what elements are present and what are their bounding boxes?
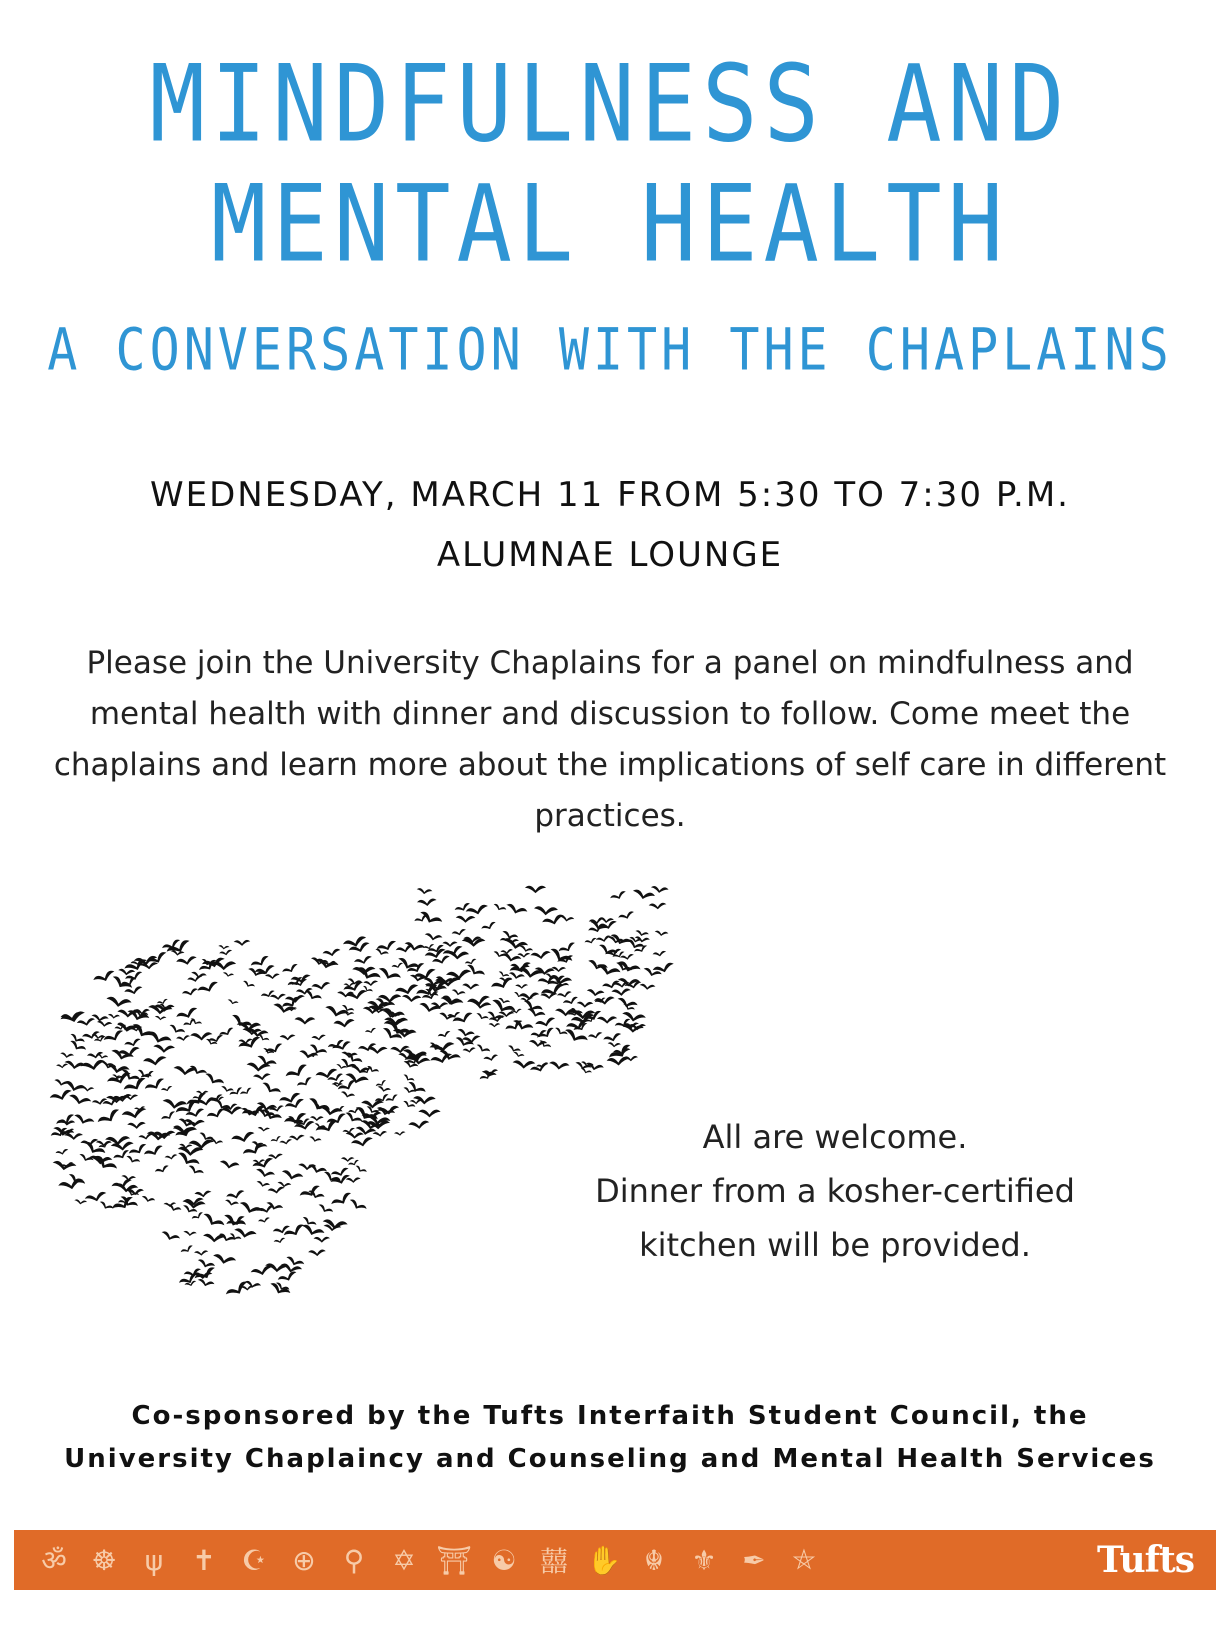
bird-shape [105, 996, 131, 1009]
bird-shape [296, 1076, 314, 1089]
bird-shape [73, 1113, 95, 1126]
bird-shape [141, 1195, 156, 1203]
bird-shape [635, 930, 650, 938]
bird-shape [437, 1030, 451, 1039]
bird-shape [242, 1141, 266, 1159]
feather-icon: ✒ [742, 1543, 766, 1577]
bird-shape [273, 1237, 286, 1245]
bird-shape [462, 983, 479, 989]
faith-symbols-row [34, 1540, 834, 1580]
bird-shape [639, 983, 655, 990]
bird-shape [511, 1019, 534, 1033]
bird-shape [123, 1076, 149, 1095]
welcome-line-1: All are welcome. [702, 1118, 968, 1156]
bird-shape [187, 1164, 205, 1177]
bird-shape [257, 1127, 270, 1132]
bird-shape [56, 1063, 68, 1068]
bird-shape [279, 1139, 293, 1146]
bird-shape [391, 962, 404, 970]
bird-shape [171, 950, 185, 956]
bird-shape [256, 1055, 278, 1069]
bird-shape [519, 945, 534, 954]
bird-shape [489, 1023, 501, 1027]
bird-shape [191, 1211, 204, 1221]
bird-shape [454, 902, 471, 914]
bird-shape [64, 1133, 83, 1140]
bird-shape [563, 1028, 589, 1046]
bird-shape [634, 936, 650, 943]
bird-shape [92, 969, 116, 985]
bird-shape [313, 1237, 330, 1243]
bird-shape [201, 1212, 226, 1230]
bird-shape [562, 996, 579, 1007]
event-location: ALUMNAE LOUNGE [436, 535, 784, 575]
bird-shape [250, 1265, 273, 1278]
bird-shape [311, 981, 331, 991]
bird-shape [475, 1012, 489, 1021]
bird-shape [462, 1047, 476, 1054]
bird-shape [309, 1136, 322, 1144]
bird-shape [588, 1031, 604, 1040]
bird-shape [194, 1190, 212, 1198]
bird-shape [402, 1074, 415, 1084]
bird-shape [340, 1091, 355, 1100]
bird-shape [295, 1017, 316, 1024]
bird-shape [408, 1120, 430, 1130]
bird-shape [596, 935, 612, 944]
bird-shape [342, 1010, 355, 1016]
khanda-icon: ☬ [644, 1543, 664, 1577]
subtitle: A CONVERSATION WITH THE CHAPLAINS [47, 316, 1173, 384]
bird-shape [498, 971, 510, 979]
bird-shape [84, 1191, 107, 1204]
bird-shape [607, 1042, 621, 1048]
bird-shape [307, 1190, 325, 1201]
bird-shape [222, 972, 234, 978]
bird-shape [416, 888, 432, 895]
bird-shape [234, 940, 251, 946]
bird-shape [176, 1035, 191, 1042]
bird-shape [465, 904, 489, 917]
bird-shape [451, 928, 467, 937]
bird-shape [406, 1081, 427, 1097]
bird-shape [130, 1022, 157, 1042]
bird-shape [515, 984, 528, 989]
bird-shape [363, 980, 378, 986]
bird-shape [180, 1244, 194, 1255]
bird-shape [348, 1198, 368, 1213]
cross-icon: ✝ [192, 1543, 216, 1577]
bird-shape [219, 949, 233, 956]
bird-shape [154, 1164, 170, 1175]
sponsors-note [0, 1395, 1220, 1481]
bird-shape [212, 1253, 237, 1266]
bird-shape [442, 941, 457, 947]
bird-shape [534, 906, 559, 916]
bird-shape [483, 1054, 499, 1063]
bird-shape [267, 1186, 285, 1195]
bird-shape [143, 1056, 168, 1068]
bird-shape [632, 889, 656, 902]
bird-shape [603, 1032, 623, 1044]
bird-shape [341, 1157, 355, 1162]
bird-shape [282, 963, 300, 976]
bird-shape [365, 1027, 377, 1035]
bird-shape [113, 1149, 131, 1162]
khanda-figure-icon: ⚲ [343, 1543, 365, 1577]
bird-shape [554, 1027, 569, 1038]
bird-shape [98, 1201, 114, 1212]
bird-shape [354, 1165, 367, 1175]
bird-shape [418, 1110, 440, 1118]
bird-shape [197, 980, 220, 995]
bird-shape [87, 1051, 104, 1060]
medicine-wheel-icon: ⊕ [292, 1543, 316, 1577]
bird-shape [225, 1280, 251, 1300]
bird-shape [155, 1016, 167, 1021]
bird-shape [402, 995, 422, 1003]
bird-shape [597, 1016, 617, 1024]
bird-shape [649, 903, 667, 910]
bird-shape [161, 1085, 173, 1093]
bird-shape [258, 1217, 271, 1224]
bird-shape [218, 945, 230, 950]
bird-shape [537, 974, 558, 986]
bird-shape [118, 968, 136, 976]
tufts-logo: Tufts [1096, 1539, 1194, 1581]
bird-shape [226, 1189, 246, 1201]
sponsors-line-1: Co-sponsored by the Tufts Interfaith Student Council, the [131, 1401, 1089, 1431]
bird-shape [58, 1178, 85, 1192]
bird-shape [451, 989, 466, 997]
bird-shape [580, 1067, 592, 1075]
bird-shape [526, 1007, 546, 1019]
bird-shape [610, 890, 628, 902]
bird-shape [175, 1151, 200, 1169]
bird-shape [346, 1177, 361, 1183]
bird-shape [336, 1064, 348, 1071]
bird-shape [595, 963, 621, 978]
title-line-2: MENTAL HEALTH [210, 162, 1010, 286]
bird-shape [176, 955, 198, 967]
crescent-icon: ☪ [241, 1543, 267, 1577]
bird-shape [456, 1028, 475, 1038]
bird-shape [55, 1148, 69, 1156]
bird-shape [239, 1087, 253, 1097]
bird-shape [183, 1231, 197, 1237]
bird-shape [650, 885, 669, 894]
torii-icon: ⛩ [436, 1543, 472, 1577]
bird-shape [144, 1077, 167, 1094]
bird-shape [108, 1014, 121, 1020]
bird-shape [111, 1141, 135, 1151]
bird-shape [377, 967, 402, 984]
bird-shape [164, 1154, 178, 1161]
double-happiness-icon: 囍 [539, 1545, 568, 1578]
bird-shape [280, 1034, 296, 1041]
bird-shape [194, 1250, 209, 1256]
pentacle-icon: ⛤ [792, 1543, 816, 1576]
hamsa-icon: ✋ [586, 1543, 622, 1577]
bird-shape [299, 1184, 322, 1200]
bird-shape [308, 1249, 326, 1256]
bird-shape [272, 1225, 291, 1236]
bird-shape [540, 992, 557, 999]
faravahar-icon: ⚜ [691, 1543, 717, 1577]
dharma-wheel-icon: ☸ [91, 1543, 117, 1577]
bird-shape [277, 1181, 291, 1188]
bird-shape [611, 988, 631, 996]
bird-shape [260, 1081, 282, 1097]
bird-shape [260, 1108, 283, 1123]
bird-shape [300, 1224, 325, 1239]
bird-shape [529, 1062, 550, 1075]
event-description: Please join the University Chaplains for a panel on mindfulness and mental health with dinner and discussion to follow. Come meet the chaplains and learn more about the implications of self care in different practices. [53, 645, 1167, 834]
bird-shape [354, 955, 374, 966]
bird-shape [203, 1072, 225, 1088]
bird-shape [124, 986, 144, 997]
footer-bar [14, 1530, 1216, 1590]
bird-shape [125, 1155, 141, 1165]
bird-shape [343, 1111, 363, 1125]
bird-shape [548, 1061, 569, 1071]
bird-shape [138, 1133, 153, 1141]
bird-shape [303, 990, 322, 1003]
bird-shape [535, 1017, 557, 1030]
bird-shape [417, 898, 437, 907]
bird-shape [55, 1113, 76, 1128]
bird-shape [310, 1116, 324, 1121]
bird-shape [414, 914, 429, 924]
bird-shape [231, 1131, 256, 1145]
bird-shape [358, 1042, 378, 1053]
bird-shape [128, 1143, 149, 1158]
bird-shape [143, 1144, 165, 1159]
star-of-david-icon: ✡ [392, 1543, 416, 1577]
bird-shape [525, 886, 546, 893]
bird-shape [78, 1153, 94, 1164]
bird-shape [68, 1094, 92, 1107]
bird-shape [53, 1079, 69, 1088]
bird-shape [96, 1141, 112, 1147]
bird-shape [418, 1002, 441, 1015]
bird-shape [238, 1035, 263, 1052]
bird-shape [317, 1203, 334, 1215]
bird-shape [281, 1169, 304, 1182]
bird-shape [255, 1168, 276, 1180]
bird-shape [602, 980, 621, 991]
bird-shape [197, 1278, 215, 1288]
bird-shape [247, 967, 266, 978]
bird-shape [311, 1034, 326, 1041]
event-date-time: WEDNESDAY, MARCH 11 FROM 5:30 TO 7:30 P.M. [150, 475, 1070, 515]
bird-shape [103, 1029, 126, 1045]
bird-shape [256, 1180, 270, 1188]
bird-shape [620, 954, 635, 962]
bird-shape [227, 999, 239, 1006]
bird-shape [254, 964, 276, 977]
bird-shape [456, 916, 476, 923]
bird-shape [351, 1136, 374, 1148]
bird-shape [380, 1026, 403, 1043]
bird-shape [80, 1059, 106, 1072]
bird-shape [265, 1042, 285, 1056]
bird-shape [337, 1079, 358, 1094]
bird-shape [182, 988, 199, 998]
bird-shape [513, 1051, 525, 1058]
bird-shape [373, 1131, 388, 1138]
bird-shape [551, 967, 566, 972]
bird-shape [124, 1038, 142, 1049]
bird-shape [153, 1044, 175, 1053]
bird-shape [394, 1131, 406, 1136]
bird-shape [652, 950, 666, 957]
bird-shape [175, 1006, 199, 1022]
bird-shape [541, 913, 565, 927]
bird-shape [492, 903, 506, 913]
bird-shape [577, 1001, 594, 1007]
bird-shape [557, 991, 573, 999]
bird-shape [507, 1045, 521, 1055]
bird-shape [430, 1053, 454, 1066]
bird-shape [481, 921, 498, 932]
bird-shape [333, 1018, 355, 1028]
title-line-1: MINDFULNESS AND [149, 42, 1071, 166]
bird-shape [345, 989, 369, 1001]
bird-shape [330, 1174, 352, 1187]
bird-shape [424, 933, 443, 942]
bird-shape [558, 941, 577, 955]
bird-shape [277, 1270, 298, 1284]
bird-shape [60, 1052, 74, 1059]
bird-shape [127, 1122, 146, 1130]
bird-shape [242, 980, 256, 990]
bird-shape [395, 944, 414, 955]
bird-shape [238, 1201, 264, 1217]
bird-shape [367, 1047, 387, 1054]
bird-shape [530, 951, 551, 961]
bird-shape [219, 1160, 240, 1170]
bird-shape [166, 1203, 182, 1213]
bird-shape [69, 1033, 86, 1046]
welcome-line-2: Dinner from a kosher-certified [595, 1172, 1075, 1210]
bird-shape [344, 1072, 369, 1086]
bird-shape [446, 951, 469, 960]
bird-shape [160, 1230, 181, 1243]
bird-shape [224, 1199, 239, 1207]
bird-shape [377, 1086, 391, 1094]
welcome-line-3: kitchen will be provided. [639, 1226, 1031, 1264]
om-icon: ॐ [41, 1544, 67, 1577]
bird-shape [586, 989, 604, 998]
yin-yang-icon: ☯ [491, 1543, 517, 1577]
bird-shape [418, 910, 443, 927]
bird-shape [347, 978, 363, 986]
welcome-note [555, 1110, 1115, 1272]
bird-shape [219, 1027, 236, 1039]
bird-shape [505, 903, 528, 917]
bird-shape [74, 1199, 87, 1205]
bird-shape [265, 973, 280, 979]
bird-shape [618, 910, 636, 921]
bird-shape [121, 1107, 148, 1121]
bird-shape [252, 1157, 275, 1172]
bird-shape [345, 1132, 363, 1139]
bird-shape [168, 1024, 186, 1037]
bird-shape [289, 1134, 305, 1141]
bird-shape [161, 1110, 177, 1122]
bird-shape [284, 1063, 309, 1082]
bird-shape [584, 937, 598, 945]
sponsors-line-2: University Chaplaincy and Counseling and Mental Health Services [64, 1444, 1156, 1474]
bird-shape [198, 958, 219, 974]
bird-shape [253, 1073, 271, 1081]
bird-shape [343, 983, 355, 988]
bird-shape [322, 948, 341, 958]
bird-shape [97, 1021, 113, 1028]
bird-shape [452, 1011, 475, 1026]
menorah-icon: ψ [144, 1543, 164, 1577]
bird-shape [270, 1135, 282, 1144]
bird-shape [270, 993, 287, 1000]
bird-shape [475, 1043, 491, 1054]
bird-shape [536, 1026, 556, 1041]
bird-shape [96, 1108, 122, 1128]
bird-shape [76, 1017, 95, 1027]
bird-shape [260, 990, 276, 1000]
bird-shape [654, 930, 668, 937]
